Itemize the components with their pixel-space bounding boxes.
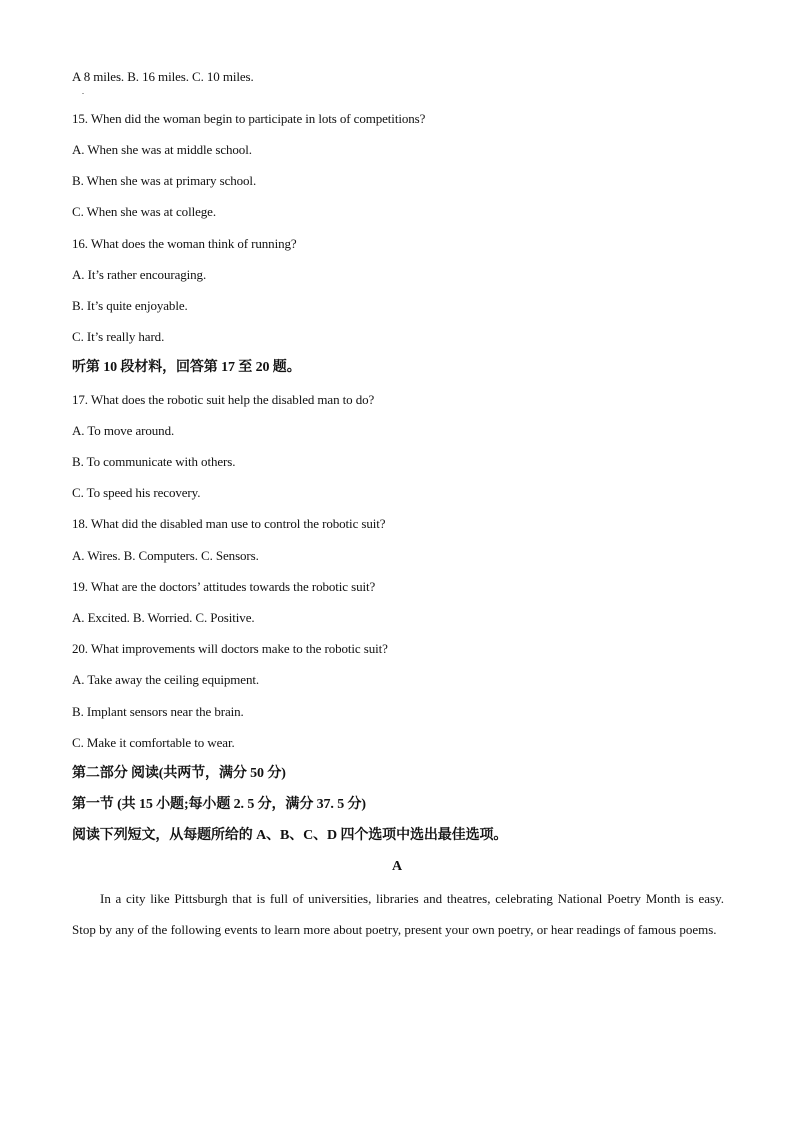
question-20: 20. What improvements will doctors make to the robotic suit?	[72, 641, 388, 656]
question-18: 18. What did the disabled man use to control the robotic suit?	[72, 516, 386, 531]
option-17a: A. To move around.	[72, 423, 175, 438]
passage-paragraph: In a city like Pittsburgh that is full of universities, libraries and theatres, celebrating National Poetry Month is easy. Stop by any of the following events to learn more about poetry, present your own poetry, or hear readings of famous poems.	[72, 891, 724, 937]
option-20c: C. Make it comfortable to wear.	[72, 735, 235, 750]
option-15c: C. When she was at college.	[72, 204, 216, 219]
option-17c: C. To speed his recovery.	[72, 485, 201, 500]
option-16c: C. It’s really hard.	[72, 329, 165, 344]
part-two-heading: 第二部分 阅读(共两节，满分 50 分)	[72, 766, 286, 781]
answer-options-q14: A 8 miles. B. 16 miles. C. 10 miles.	[72, 69, 254, 84]
option-20b: B. Implant sensors near the brain.	[72, 704, 244, 719]
option-15a: A. When she was at middle school.	[72, 142, 252, 157]
option-20a: A. Take away the ceiling equipment.	[72, 672, 260, 687]
passage-letter: A	[391, 859, 402, 874]
options-19: A. Excited. B. Worried. C. Positive.	[72, 610, 255, 625]
reading-instruction: 阅读下列短文，从每题所给的 A、B、C、D 四个选项中选出最佳选项。	[72, 828, 508, 843]
question-16: 16. What does the woman think of running?	[72, 236, 297, 251]
question-15: 15. When did the woman begin to participate in lots of competitions?	[72, 111, 426, 126]
option-15b: B. When she was at primary school.	[72, 173, 257, 188]
option-17b: B. To communicate with others.	[72, 454, 236, 469]
section-one-heading: 第一节 (共 15 小题;每小题 2. 5 分，满分 37. 5 分)	[72, 797, 366, 812]
stray-dot: .	[82, 87, 84, 96]
option-16b: B. It’s quite enjoyable.	[72, 298, 188, 313]
question-17: 17. What does the robotic suit help the disabled man to do?	[72, 392, 375, 407]
section-instruction: 听第 10 段材料，回答第 17 至 20 题。	[72, 360, 301, 375]
option-16a: A. It’s rather encouraging.	[72, 267, 207, 282]
question-19: 19. What are the doctors’ attitudes towards the robotic suit?	[72, 579, 376, 594]
options-18: A. Wires. B. Computers. C. Sensors.	[72, 548, 259, 563]
